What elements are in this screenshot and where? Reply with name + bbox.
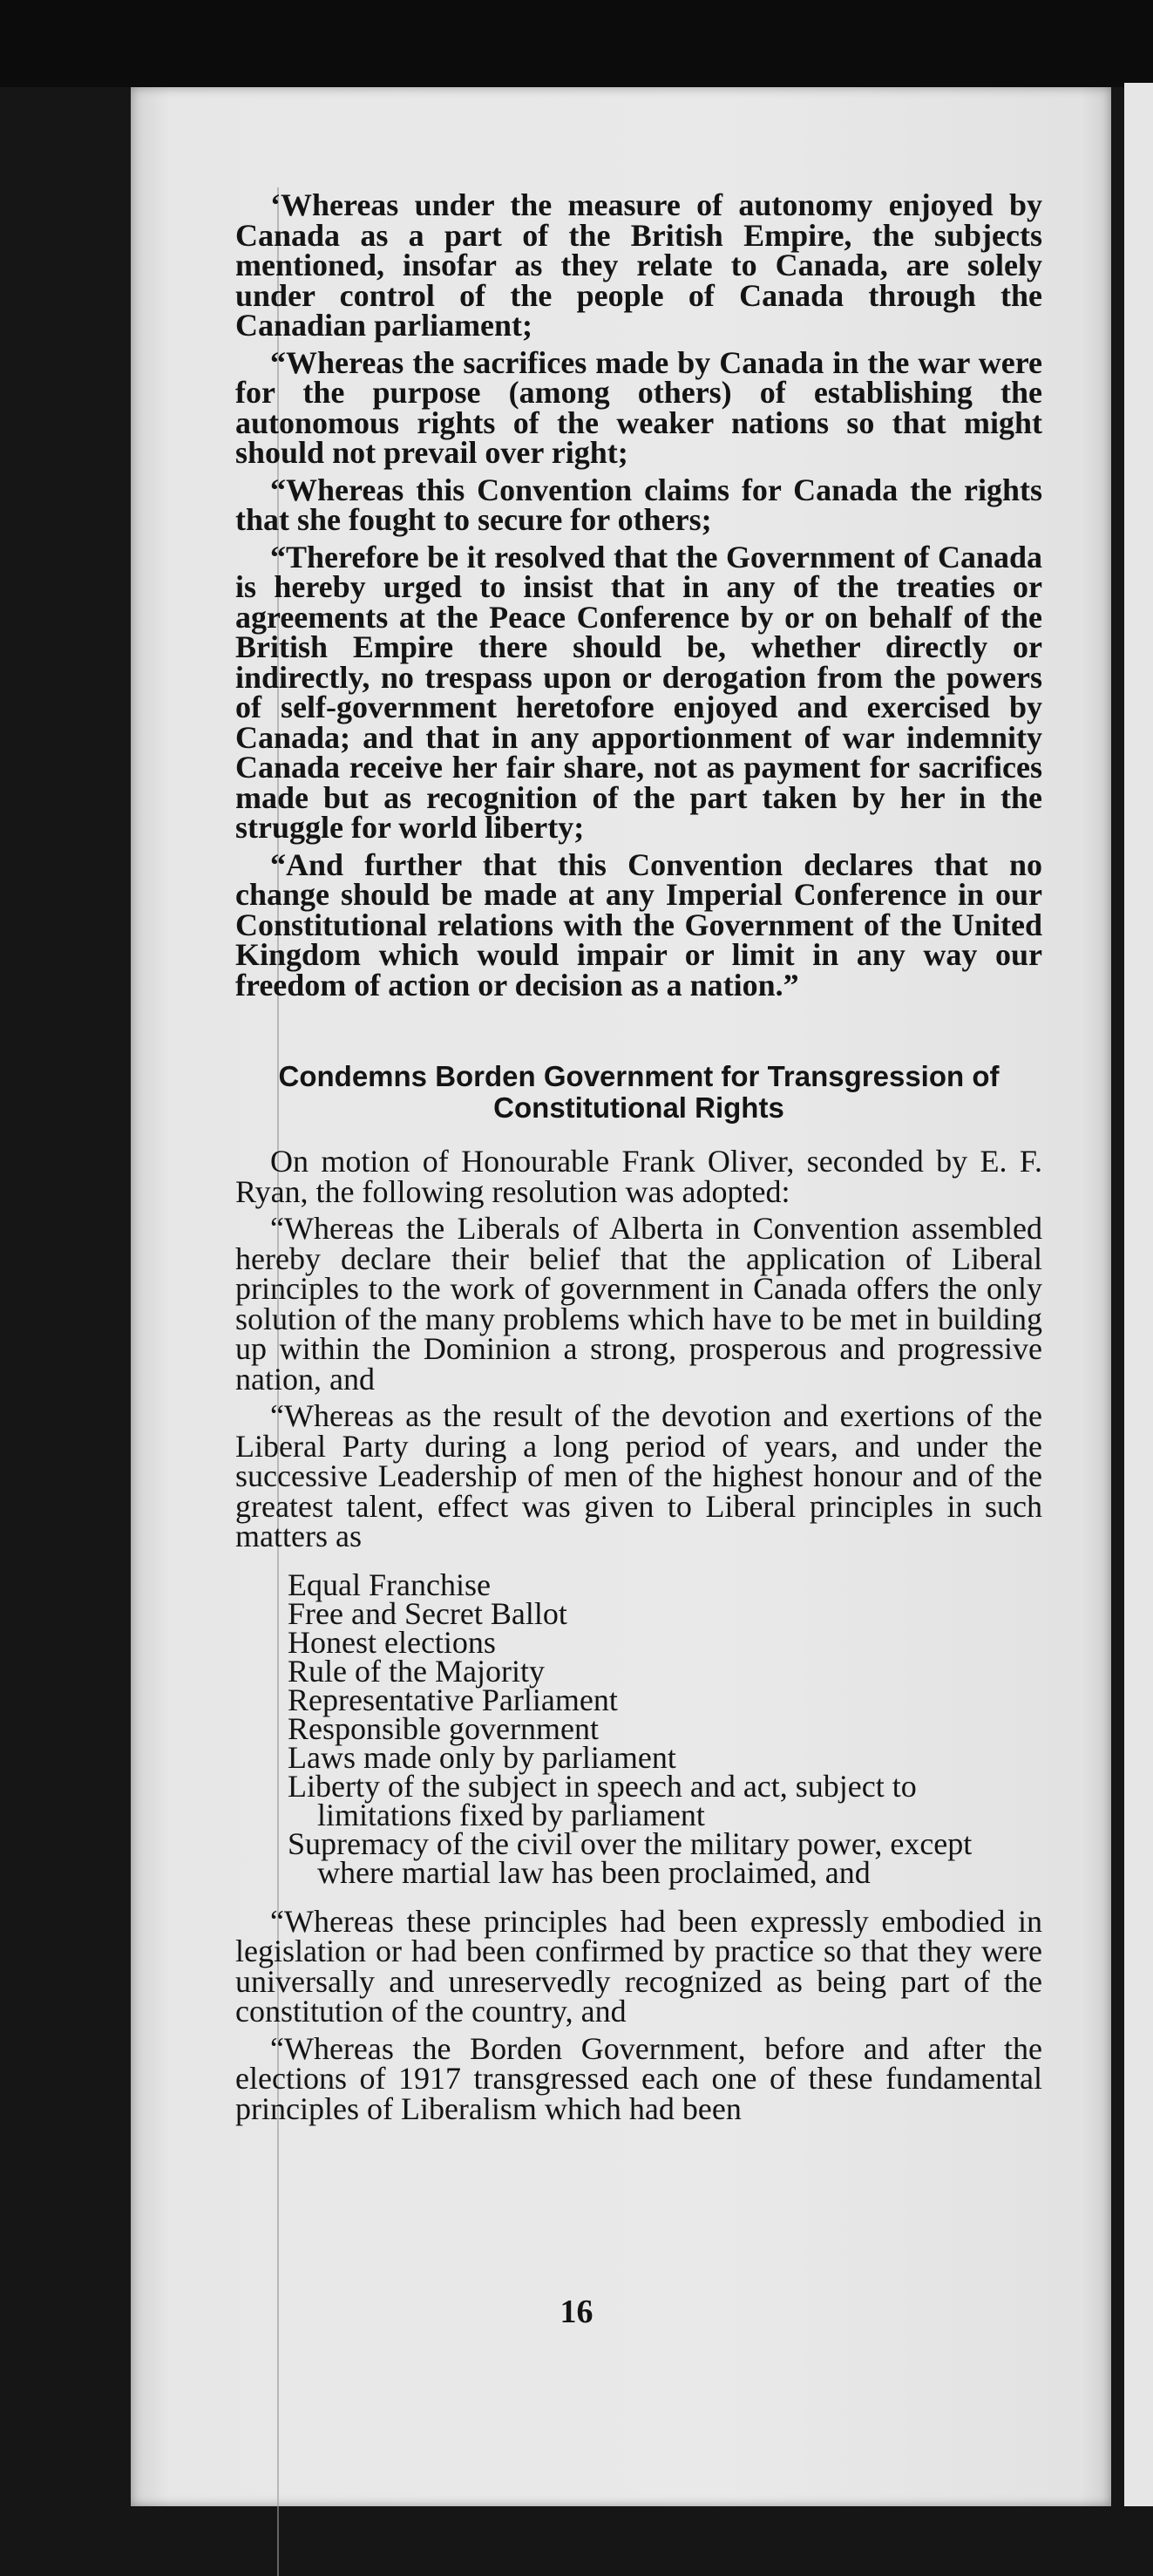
paragraph: “Whereas the Borden Government, before and after the elections of 1917 transgressed each one of these fundamental principles of Liberalism which had been [235, 2030, 1042, 2126]
section-heading: Condemns Borden Government for Transgression of Constitutional Rights [278, 1060, 1000, 1124]
list-item: Responsible government [288, 1710, 599, 1746]
list-item: Rule of the Majority [288, 1653, 545, 1689]
list-item: Supremacy of the civil over the military power, except where martial law has been proclaimed, and [288, 1825, 973, 1890]
paragraph: “Whereas the sacrifices made by Canada in the war were for the purpose (among others) of establishing the autonomous rights of the weaker nations so that might should not prevail over right; [235, 344, 1042, 470]
paragraph: “Whereas the Liberals of Alberta in Convention assembled hereby declare their belief that the application of Liberal principles to the work of government in Canada offers the only solution of the many problems which have to be met in building up within the Dominion a strong, prosperous and progressive nation, and [235, 1211, 1042, 1397]
paragraph: ‘Whereas under the measure of autonomy enjoyed by Canada as a part of the British Empire, the subjects mentioned, insofar as they relate to Canada, are solely under control of the people of Canada through the Canadian parliament; [235, 187, 1042, 343]
scan-adjacent-page-edge [1124, 83, 1153, 2506]
page-number: 16 [560, 2294, 593, 2330]
list-item: Laws made only by parliament [288, 1739, 676, 1775]
list-item: Equal Franchise [288, 1567, 491, 1602]
list-item: Representative Parliament [288, 1682, 618, 1717]
paragraph: On motion of Honourable Frank Oliver, seconded by E. F. Ryan, the following resolution was adopted: [235, 1144, 1042, 1209]
page-text-body [235, 187, 1042, 2131]
paragraph: “Whereas these principles had been expressly embodied in legislation or had been confirmed by practice so that they were universally and unreservedly recognized as being part of the constitution of the country, and [235, 1903, 1042, 2029]
paragraph: “And further that this Convention declares that no change should be made at any Imperial Conference in our Constitutional relations with the Government of the United Kingdom which would impair or limit in any way our freedom of action or decision as a nation.” [235, 846, 1042, 1003]
list-item: Liberty of the subject in speech and act, subject to limitations fixed by parliament [288, 1768, 917, 1832]
paragraph: “Whereas as the result of the devotion and exertions of the Liberal Party during a long period of years, and under the successive Leadership of men of the highest honour and of the greatest talent, effect was given to Liberal principles in such matters as [235, 1398, 1042, 1553]
principles-list [288, 1567, 1042, 1890]
scan-border-top [0, 0, 1153, 87]
paragraph: “Whereas this Convention claims for Canada the rights that she fought to secure for others; [235, 472, 1042, 537]
list-item: Free and Secret Ballot [288, 1595, 567, 1631]
paragraph: “Therefore be it resolved that the Government of Canada is hereby urged to insist that in any of the treaties or agreements at the Peace Conference by or on behalf of the British Empire there should be, whether directly or indirectly, no trespass upon or derogation from the powers of self-government heretofore enjoyed and exercised by Canada; and that in any apportionment of war indemnity Canada receive her fair share, not as payment for sacrifices made but as recognition of the part taken by her in the struggle for world liberty; [235, 539, 1042, 845]
list-item: Honest elections [288, 1624, 496, 1660]
